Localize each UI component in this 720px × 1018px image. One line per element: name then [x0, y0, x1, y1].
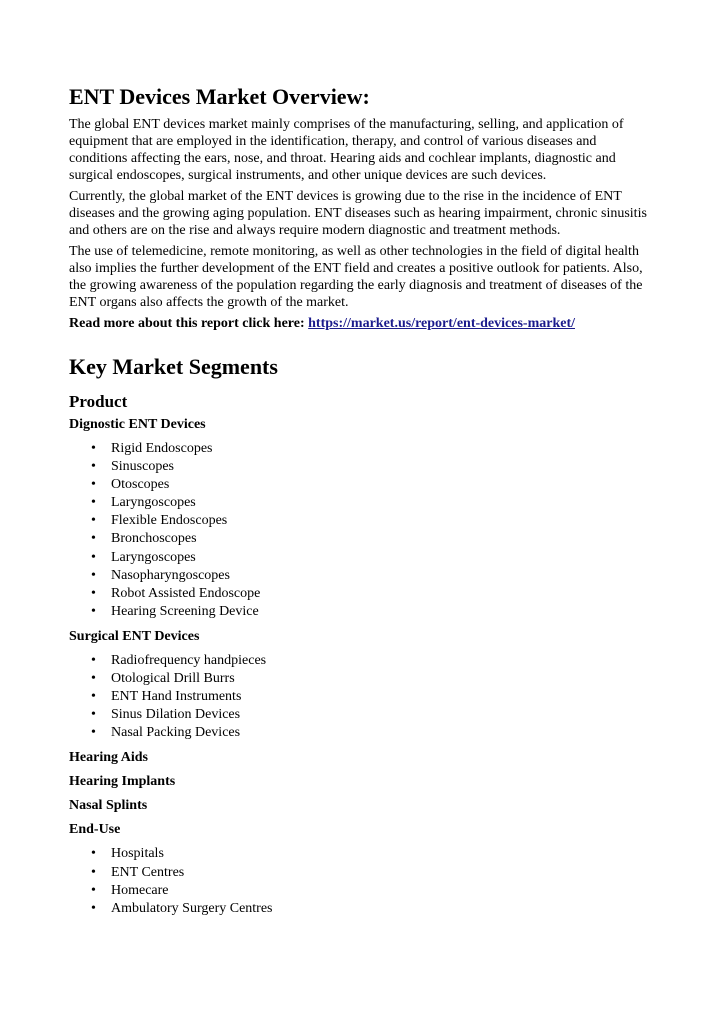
- bullet-icon: •: [91, 585, 96, 601]
- bullet-icon: •: [91, 864, 96, 880]
- hearing-implants-heading: Hearing Implants: [69, 774, 176, 790]
- list-item: [69, 864, 651, 882]
- list-item-label: Homecare: [111, 882, 169, 898]
- bullet-icon: •: [91, 567, 96, 583]
- list-item-label: Otological Drill Burrs: [111, 671, 235, 687]
- list-item: [69, 549, 651, 567]
- bullet-icon: •: [91, 846, 96, 862]
- list-item-label: Radiofrequency handpieces: [111, 652, 267, 668]
- bullet-icon: •: [91, 513, 96, 529]
- list-item: [69, 670, 651, 688]
- overview-title: ENT Devices Market Overview:: [69, 84, 370, 109]
- segments-title: Key Market Segments: [69, 354, 278, 379]
- list-item-label: Hearing Screening Device: [111, 603, 259, 619]
- bullet-icon: •: [91, 725, 96, 741]
- list-item: [69, 585, 651, 603]
- list-item-label: Rigid Endoscopes: [111, 441, 213, 456]
- list-item: [69, 882, 651, 900]
- bullet-icon: •: [91, 477, 96, 493]
- end-use-heading: End-Use: [69, 822, 121, 838]
- read-more-line: [69, 315, 651, 332]
- read-more-label: Read more about this report click here:: [69, 316, 305, 331]
- list-item-label: Laryngoscopes: [111, 549, 196, 565]
- list-item-label: ENT Centres: [111, 864, 185, 880]
- list-item: [69, 530, 651, 548]
- list-item: [69, 494, 651, 512]
- bullet-icon: •: [91, 531, 96, 547]
- bullet-icon: •: [91, 900, 96, 916]
- list-item-label: Sinuscopes: [111, 459, 174, 475]
- list-item-label: Nasal Packing Devices: [111, 725, 241, 741]
- list-item: [69, 458, 651, 476]
- bullet-icon: •: [91, 441, 96, 456]
- list-item-label: ENT Hand Instruments: [111, 689, 242, 705]
- bullet-icon: •: [91, 495, 96, 511]
- list-item: [69, 706, 651, 724]
- report-link[interactable]: https://market.us/report/ent-devices-market/: [308, 316, 575, 331]
- list-item: [69, 476, 651, 494]
- nasal-splints-heading: Nasal Splints: [69, 798, 148, 814]
- bullet-icon: •: [91, 707, 96, 723]
- list-item: [69, 567, 651, 585]
- bullet-icon: •: [91, 459, 96, 475]
- hearing-aids-heading: Hearing Aids: [69, 750, 148, 766]
- list-item-label: Laryngoscopes: [111, 495, 196, 511]
- list-item: [69, 845, 651, 863]
- overview-paragraph-2: Currently, the global market of the ENT devices is growing due to the rise in the incidence of ENT diseases and the growing aging population. ENT diseases such as hearing impairment, chronic sinusitis and others are on the rise and always require modern diagnostic and treatment methods.: [69, 189, 647, 238]
- overview-paragraph-1: The global ENT devices market mainly comprises of the manufacturing, selling, and application of equipment that are employed in the identification, therapy, and control of various diseases and conditions affecting the ears, nose, and throat. Hearing aids and cochlear implants, diagnostic and surgical endoscopes, surgical instruments, and other unique devices are such devices.: [69, 117, 624, 183]
- bullet-icon: •: [91, 671, 96, 687]
- overview-paragraph-3: The use of telemedicine, remote monitoring, as well as other technologies in the field of digital health also implies the further development of the ENT field and creates a positive outlook for patients. Also, the growing awareness of the population regarding the early diagnosis and treatment of diseases of the ENT organs also affects the growth of the market.: [69, 244, 643, 310]
- list-item-label: Nasopharyngoscopes: [111, 567, 230, 583]
- bullet-icon: •: [91, 549, 96, 565]
- end-use-list: [69, 845, 651, 917]
- product-heading: Product: [69, 392, 128, 411]
- list-item: [69, 512, 651, 530]
- list-item: [69, 900, 651, 918]
- bullet-icon: •: [91, 882, 96, 898]
- list-item-label: Bronchoscopes: [111, 531, 197, 547]
- bullet-icon: •: [91, 652, 96, 668]
- surgical-list: [69, 652, 651, 742]
- list-item: [69, 688, 651, 706]
- list-item: [69, 440, 651, 458]
- diagnostic-heading: Dignostic ENT Devices: [69, 417, 206, 432]
- list-item-label: Hospitals: [111, 846, 164, 862]
- list-item: [69, 652, 651, 670]
- list-item-label: Flexible Endoscopes: [111, 513, 228, 529]
- list-item-label: Sinus Dilation Devices: [111, 707, 241, 723]
- list-item: [69, 724, 651, 742]
- bullet-icon: •: [91, 603, 96, 619]
- list-item-label: Otoscopes: [111, 477, 170, 493]
- diagnostic-list: [69, 440, 651, 621]
- list-item-label: Ambulatory Surgery Centres: [111, 900, 273, 916]
- list-item: [69, 603, 651, 621]
- bullet-icon: •: [91, 689, 96, 705]
- surgical-heading: Surgical ENT Devices: [69, 628, 200, 644]
- list-item-label: Robot Assisted Endoscope: [111, 585, 261, 601]
